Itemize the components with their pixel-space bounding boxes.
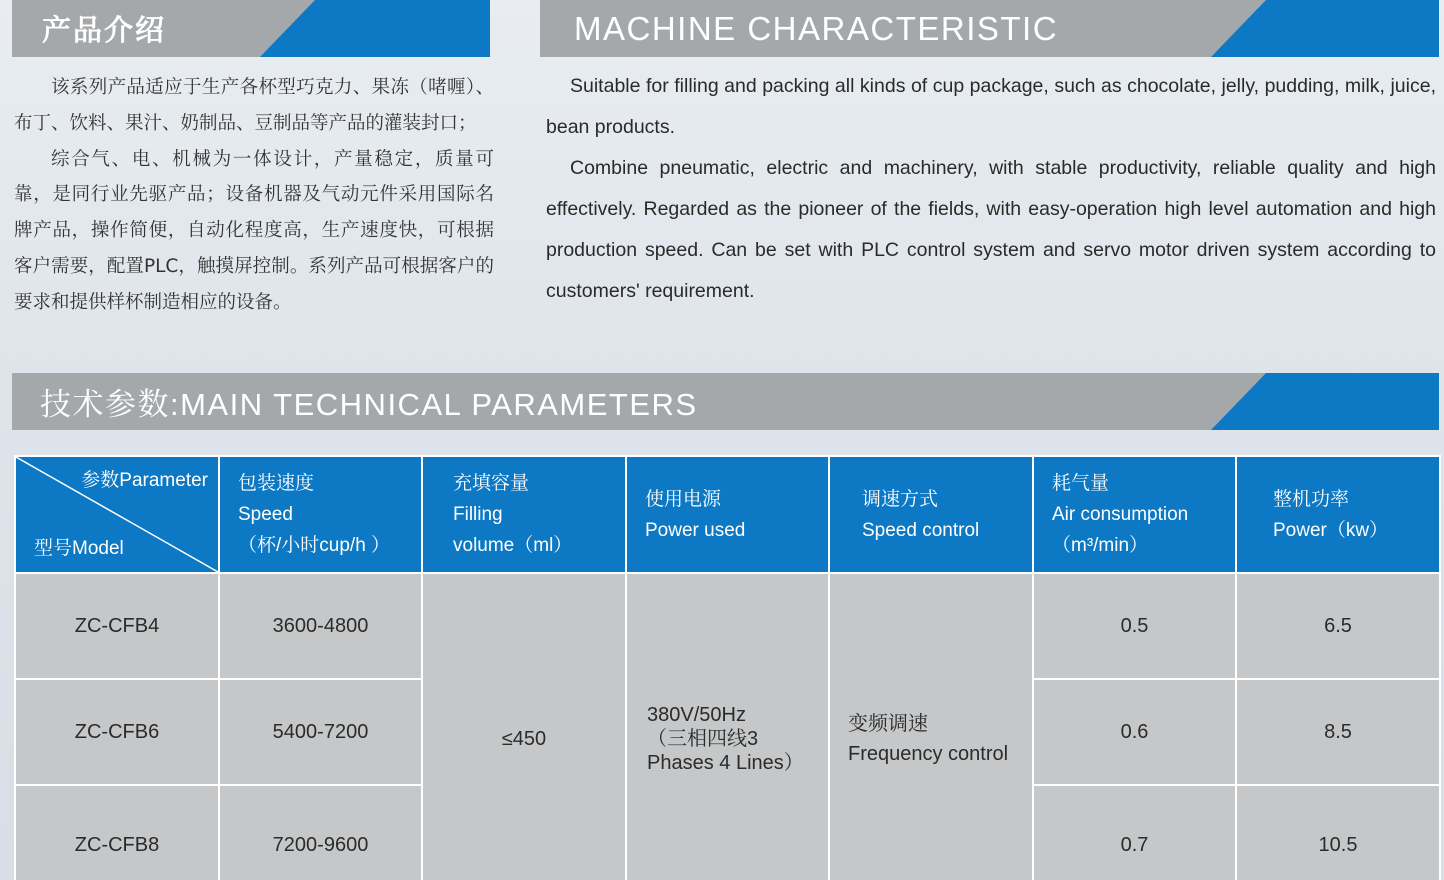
header-line: （m³/min） bbox=[1052, 535, 1149, 556]
model-cell: ZC-CFB6 bbox=[15, 679, 219, 785]
header-line: 整机功率 bbox=[1273, 488, 1350, 510]
header-line: Air consumption bbox=[1052, 504, 1189, 525]
air-consumption-header bbox=[1033, 456, 1236, 573]
header-line: 包装速度 bbox=[238, 473, 315, 494]
speed-cell: 3600-4800 bbox=[219, 573, 422, 679]
power-cell: 10.5 bbox=[1236, 785, 1440, 880]
table-header-row bbox=[15, 456, 1440, 573]
speed-control-header bbox=[829, 456, 1033, 573]
product-intro-banner bbox=[12, 0, 490, 57]
intro-en-paragraph: Suitable for filling and packing all kinds of cup package, such as chocolate, jelly, pudding, milk, juice, bean products. bbox=[546, 75, 1436, 138]
header-line: 调速方式 bbox=[862, 488, 939, 510]
speed-header bbox=[219, 456, 422, 573]
power-used-line: Phases 4 Lines） bbox=[647, 752, 804, 774]
model-cell: ZC-CFB4 bbox=[15, 573, 219, 679]
technical-parameters-banner bbox=[12, 373, 1439, 430]
speed-cell: 5400-7200 bbox=[219, 679, 422, 785]
model-cell: ZC-CFB8 bbox=[15, 785, 219, 880]
speed-control-line: 变频调速 bbox=[848, 713, 928, 735]
air-cell: 0.5 bbox=[1033, 573, 1236, 679]
power-used-line: （三相四线3 bbox=[647, 728, 759, 750]
speed-control-line: Frequency control bbox=[848, 743, 1009, 765]
banner-accent bbox=[1211, 373, 1439, 430]
header-line: 充填容量 bbox=[453, 473, 530, 494]
header-line: 使用电源 bbox=[645, 488, 722, 510]
header-line: Speed bbox=[238, 504, 293, 525]
intro-chinese bbox=[14, 70, 494, 321]
header-line: Speed control bbox=[862, 519, 980, 541]
power-cell: 6.5 bbox=[1236, 573, 1440, 679]
header-line: Filling bbox=[453, 504, 503, 525]
table-row bbox=[15, 573, 1440, 679]
technical-parameters-title: 技术参数:MAIN TECHNICAL PARAMETERS bbox=[40, 387, 698, 422]
parameters-table bbox=[14, 455, 1441, 880]
corner-header bbox=[15, 456, 219, 573]
product-intro-title: 产品介绍 bbox=[42, 13, 167, 47]
header-line: Power used bbox=[645, 519, 746, 541]
filling-header bbox=[422, 456, 626, 573]
machine-characteristic-banner bbox=[540, 0, 1439, 57]
header-line: Power（kw） bbox=[1273, 519, 1389, 541]
header-line: （杯/小时cup/h ） bbox=[238, 535, 391, 556]
power-used-line: 380V/50Hz bbox=[647, 704, 746, 726]
power-used-cell bbox=[626, 573, 829, 880]
parameter-label: 参数Parameter bbox=[81, 470, 208, 491]
header-line: 耗气量 bbox=[1052, 473, 1110, 494]
filling-cell: ≤450 bbox=[422, 573, 626, 880]
intro-cn-paragraph: 该系列产品适应于生产各杯型巧克力、果冻（啫喱）、布丁、饮料、果汁、奶制品、豆制品等产品的灌装封口； bbox=[14, 77, 494, 134]
intro-english bbox=[546, 66, 1436, 312]
model-label: 型号Model bbox=[34, 538, 124, 559]
intro-en-paragraph: Combine pneumatic, electric and machinery, with stable productivity, reliable quality and high effectively. Regarded as the pioneer of the fields, with easy-operation high level automation and high production speed. Can be set with PLC control system and servo motor driven system according to customers' requirement. bbox=[546, 157, 1436, 302]
power-header bbox=[1236, 456, 1440, 573]
speed-cell: 7200-9600 bbox=[219, 785, 422, 880]
speed-control-cell bbox=[829, 573, 1033, 880]
header-line: volume（ml） bbox=[453, 535, 573, 556]
machine-characteristic-title: MACHINE CHARACTERISTIC bbox=[574, 9, 1059, 47]
intro-cn-paragraph: 综合气、电、机械为一体设计，产量稳定，质量可靠，是同行业先驱产品；设备机器及气动元件采用国际名牌产品，操作简便，自动化程度高，生产速度快，可根据客户需要，配置PLC，触摸屏控制。系列产品可根据客户的要求和提供样杯制造相应的设备。 bbox=[14, 148, 494, 313]
banner-accent bbox=[260, 0, 490, 57]
power-used-header bbox=[626, 456, 829, 573]
air-cell: 0.7 bbox=[1033, 785, 1236, 880]
power-cell: 8.5 bbox=[1236, 679, 1440, 785]
banner-accent bbox=[1211, 0, 1439, 57]
air-cell: 0.6 bbox=[1033, 679, 1236, 785]
